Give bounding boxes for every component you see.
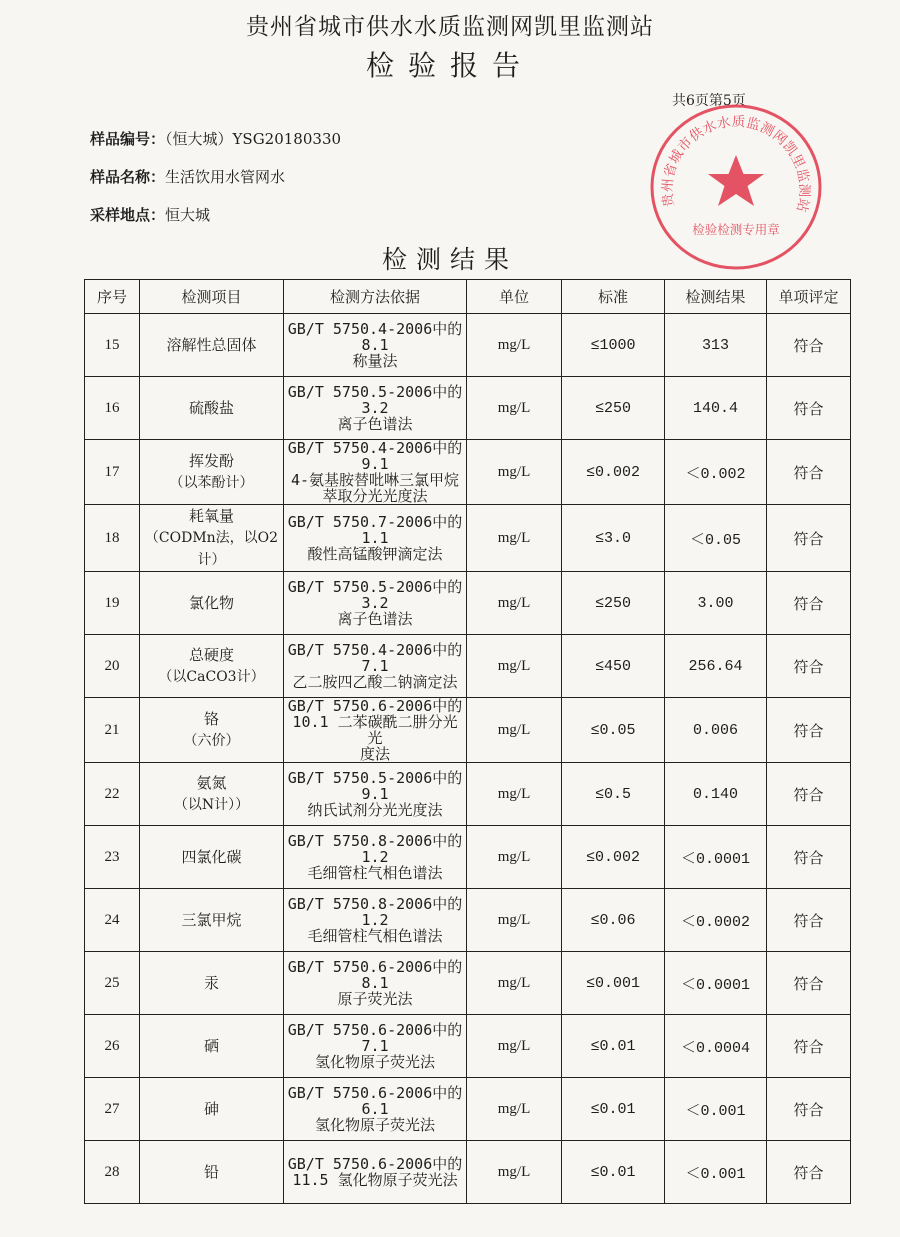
test-item-cell xyxy=(140,1141,284,1204)
test-item-basis: （以苯酚计） xyxy=(169,475,254,491)
page-indicator: 共6页第5页 xyxy=(672,93,746,109)
test-method-text: GB/T 5750.5-2006中的3.2 离子色谱法 xyxy=(287,383,463,433)
verdict-cell: 符合 xyxy=(767,826,851,889)
test-item-name: 硫酸盐 xyxy=(188,399,234,417)
standard-limit-cell: ≤1000 xyxy=(562,314,665,377)
test-item-name: 三氯甲烷 xyxy=(181,911,242,929)
test-method-text: GB/T 5750.7-2006中的1.1 酸性高锰酸钾滴定法 xyxy=(287,513,463,563)
unit-cell: mg/L xyxy=(467,440,562,505)
test-item-name: 四氯化碳 xyxy=(181,848,242,866)
test-item-cell xyxy=(140,826,284,889)
test-item-cell xyxy=(140,1015,284,1078)
verdict-cell: 符合 xyxy=(767,889,851,952)
standard-limit-cell: ≤0.002 xyxy=(562,826,665,889)
test-method-cell xyxy=(284,889,467,952)
verdict-cell: 符合 xyxy=(767,377,851,440)
test-result-cell: ＜0.002 xyxy=(665,440,767,505)
test-method-cell xyxy=(284,572,467,635)
unit-cell: mg/L xyxy=(467,572,562,635)
test-item-cell xyxy=(140,1078,284,1141)
test-method-text: GB/T 5750.5-2006中的3.2 离子色谱法 xyxy=(287,578,463,628)
sample-number xyxy=(90,128,341,149)
test-method-cell xyxy=(284,440,467,505)
table-row xyxy=(85,763,851,826)
test-method-text: GB/T 5750.6-2006中的7.1 氢化物原子荧光法 xyxy=(287,1021,463,1071)
column-header: 检测方法依据 xyxy=(284,280,467,314)
test-method-text: GB/T 5750.4-2006中的9.1 4-氨基胺替吡啉三氯甲烷 萃取分光光度法 xyxy=(287,439,463,505)
sampling-site-value: 恒大城 xyxy=(165,206,211,224)
standard-limit-cell: ≤0.001 xyxy=(562,952,665,1015)
table-row xyxy=(85,698,851,763)
test-item-name: 挥发酚 xyxy=(188,452,234,470)
column-header: 标准 xyxy=(562,280,665,314)
table-row xyxy=(85,1141,851,1204)
seal-bottom-text: 检验检测专用章 xyxy=(692,222,780,237)
results-table-body xyxy=(85,314,851,1204)
verdict-cell: 符合 xyxy=(767,698,851,763)
standard-limit-cell: ≤0.01 xyxy=(562,1078,665,1141)
test-result-cell: ＜0.0004 xyxy=(665,1015,767,1078)
test-result-cell: ＜0.0001 xyxy=(665,826,767,889)
test-item-cell xyxy=(140,763,284,826)
seal-arc-text: 贵州省城市供水水质监测网凯里监测站 xyxy=(659,113,813,214)
verdict-cell: 符合 xyxy=(767,952,851,1015)
unit-cell: mg/L xyxy=(467,952,562,1015)
row-sequence-cell: 15 xyxy=(85,314,140,377)
row-sequence-cell: 17 xyxy=(85,440,140,505)
test-method-cell xyxy=(284,698,467,763)
test-result-cell: 3.00 xyxy=(665,572,767,635)
test-item-basis: （以N计）） xyxy=(173,797,250,813)
test-item-name: 砷 xyxy=(203,1100,219,1118)
test-item-cell xyxy=(140,889,284,952)
test-method-cell xyxy=(284,505,467,572)
row-sequence-cell: 19 xyxy=(85,572,140,635)
test-item-name: 氯化物 xyxy=(188,594,234,612)
verdict-cell: 符合 xyxy=(767,572,851,635)
row-sequence-cell: 27 xyxy=(85,1078,140,1141)
verdict-cell: 符合 xyxy=(767,1015,851,1078)
test-item-name: 溶解性总固体 xyxy=(166,336,257,354)
column-header: 检测结果 xyxy=(665,280,767,314)
unit-cell: mg/L xyxy=(467,505,562,572)
row-sequence-cell: 21 xyxy=(85,698,140,763)
unit-cell: mg/L xyxy=(467,1078,562,1141)
test-method-cell xyxy=(284,1078,467,1141)
table-header-row xyxy=(85,280,851,314)
row-sequence-cell: 18 xyxy=(85,505,140,572)
column-header: 序号 xyxy=(85,280,140,314)
column-header: 单项评定 xyxy=(767,280,851,314)
test-method-cell xyxy=(284,1141,467,1204)
test-method-text: GB/T 5750.6-2006中的 11.5 氢化物原子荧光法 xyxy=(287,1155,463,1189)
test-item-cell xyxy=(140,505,284,572)
standard-limit-cell: ≤0.05 xyxy=(562,698,665,763)
standard-limit-cell: ≤0.01 xyxy=(562,1141,665,1204)
table-row xyxy=(85,1015,851,1078)
test-result-cell: 0.006 xyxy=(665,698,767,763)
organization-title: 贵州省城市供水水质监测网凯里监测站 xyxy=(246,14,654,40)
test-method-cell xyxy=(284,314,467,377)
test-item-basis: （CODMn法，以O2计） xyxy=(144,530,279,568)
unit-cell: mg/L xyxy=(467,377,562,440)
test-item-name: 铬 xyxy=(203,710,219,728)
standard-limit-cell: ≤450 xyxy=(562,635,665,698)
unit-cell: mg/L xyxy=(467,635,562,698)
test-item-cell xyxy=(140,314,284,377)
unit-cell: mg/L xyxy=(467,1141,562,1204)
standard-limit-cell: ≤0.002 xyxy=(562,440,665,505)
unit-cell: mg/L xyxy=(467,889,562,952)
verdict-cell: 符合 xyxy=(767,440,851,505)
sample-number-value: （恒大城）YSG20180330 xyxy=(165,130,342,148)
sample-name-label: 样品名称： xyxy=(90,168,166,186)
standard-limit-cell: ≤0.5 xyxy=(562,763,665,826)
test-method-cell xyxy=(284,952,467,1015)
test-item-cell xyxy=(140,698,284,763)
test-method-cell xyxy=(284,377,467,440)
test-method-text: GB/T 5750.6-2006中的 10.1 二苯碳酰二肼分光光 度法 xyxy=(287,697,463,763)
test-item-name: 汞 xyxy=(203,974,219,992)
test-method-cell xyxy=(284,763,467,826)
results-section-title: 检测结果 xyxy=(381,245,518,274)
verdict-cell: 符合 xyxy=(767,505,851,572)
test-method-text: GB/T 5750.6-2006中的8.1 原子荧光法 xyxy=(287,958,463,1008)
test-result-cell: 256.64 xyxy=(665,635,767,698)
test-item-cell xyxy=(140,635,284,698)
standard-limit-cell: ≤3.0 xyxy=(562,505,665,572)
column-header: 检测项目 xyxy=(140,280,284,314)
results-table xyxy=(84,279,851,1204)
unit-cell: mg/L xyxy=(467,698,562,763)
test-item-basis: （六价） xyxy=(183,733,240,749)
test-result-cell: ＜0.0002 xyxy=(665,889,767,952)
verdict-cell: 符合 xyxy=(767,1141,851,1204)
test-result-cell: 313 xyxy=(665,314,767,377)
sampling-site xyxy=(90,204,210,225)
test-method-text: GB/T 5750.4-2006中的8.1 称量法 xyxy=(287,320,463,370)
test-item-name: 耗氧量 xyxy=(188,507,234,525)
test-item-name: 铅 xyxy=(203,1163,219,1181)
sampling-site-label: 采样地点： xyxy=(90,206,166,224)
test-item-cell xyxy=(140,377,284,440)
standard-limit-cell: ≤250 xyxy=(562,572,665,635)
table-row xyxy=(85,314,851,377)
sample-name-value: 生活饮用水管网水 xyxy=(165,168,286,186)
test-method-cell xyxy=(284,1015,467,1078)
unit-cell: mg/L xyxy=(467,1015,562,1078)
standard-limit-cell: ≤0.06 xyxy=(562,889,665,952)
seal-star-icon xyxy=(708,155,764,206)
sample-number-label: 样品编号： xyxy=(90,130,166,148)
row-sequence-cell: 22 xyxy=(85,763,140,826)
test-method-cell xyxy=(284,635,467,698)
column-header: 单位 xyxy=(467,280,562,314)
row-sequence-cell: 24 xyxy=(85,889,140,952)
sample-name xyxy=(90,166,285,187)
test-item-cell xyxy=(140,572,284,635)
unit-cell: mg/L xyxy=(467,763,562,826)
table-row xyxy=(85,440,851,505)
row-sequence-cell: 26 xyxy=(85,1015,140,1078)
test-method-text: GB/T 5750.8-2006中的1.2 毛细管柱气相色谱法 xyxy=(287,832,463,882)
test-item-cell xyxy=(140,440,284,505)
test-result-cell: ＜0.05 xyxy=(665,505,767,572)
test-result-cell: 0.140 xyxy=(665,763,767,826)
row-sequence-cell: 23 xyxy=(85,826,140,889)
test-method-text: GB/T 5750.8-2006中的1.2 毛细管柱气相色谱法 xyxy=(287,895,463,945)
unit-cell: mg/L xyxy=(467,826,562,889)
verdict-cell: 符合 xyxy=(767,314,851,377)
table-row xyxy=(85,826,851,889)
table-row xyxy=(85,572,851,635)
row-sequence-cell: 16 xyxy=(85,377,140,440)
test-result-cell: ＜0.001 xyxy=(665,1141,767,1204)
test-item-cell xyxy=(140,952,284,1015)
table-row xyxy=(85,1078,851,1141)
row-sequence-cell: 20 xyxy=(85,635,140,698)
test-result-cell: ＜0.0001 xyxy=(665,952,767,1015)
test-item-basis: （以CaCO3计） xyxy=(158,669,265,685)
test-item-name: 总硬度 xyxy=(188,646,234,664)
table-row xyxy=(85,635,851,698)
document-title: 检验报告 xyxy=(365,49,534,82)
table-row xyxy=(85,505,851,572)
test-result-cell: 140.4 xyxy=(665,377,767,440)
test-method-text: GB/T 5750.6-2006中的6.1 氢化物原子荧光法 xyxy=(287,1084,463,1134)
table-row xyxy=(85,377,851,440)
test-item-name: 硒 xyxy=(203,1037,219,1055)
standard-limit-cell: ≤0.01 xyxy=(562,1015,665,1078)
table-row xyxy=(85,889,851,952)
verdict-cell: 符合 xyxy=(767,1078,851,1141)
test-result-cell: ＜0.001 xyxy=(665,1078,767,1141)
table-row xyxy=(85,952,851,1015)
verdict-cell: 符合 xyxy=(767,635,851,698)
test-method-text: GB/T 5750.4-2006中的7.1 乙二胺四乙酸二钠滴定法 xyxy=(287,641,463,691)
standard-limit-cell: ≤250 xyxy=(562,377,665,440)
verdict-cell: 符合 xyxy=(767,763,851,826)
test-method-text: GB/T 5750.5-2006中的9.1 纳氏试剂分光光度法 xyxy=(287,769,463,819)
test-method-cell xyxy=(284,826,467,889)
test-item-name: 氨氮 xyxy=(196,774,227,792)
row-sequence-cell: 25 xyxy=(85,952,140,1015)
unit-cell: mg/L xyxy=(467,314,562,377)
row-sequence-cell: 28 xyxy=(85,1141,140,1204)
